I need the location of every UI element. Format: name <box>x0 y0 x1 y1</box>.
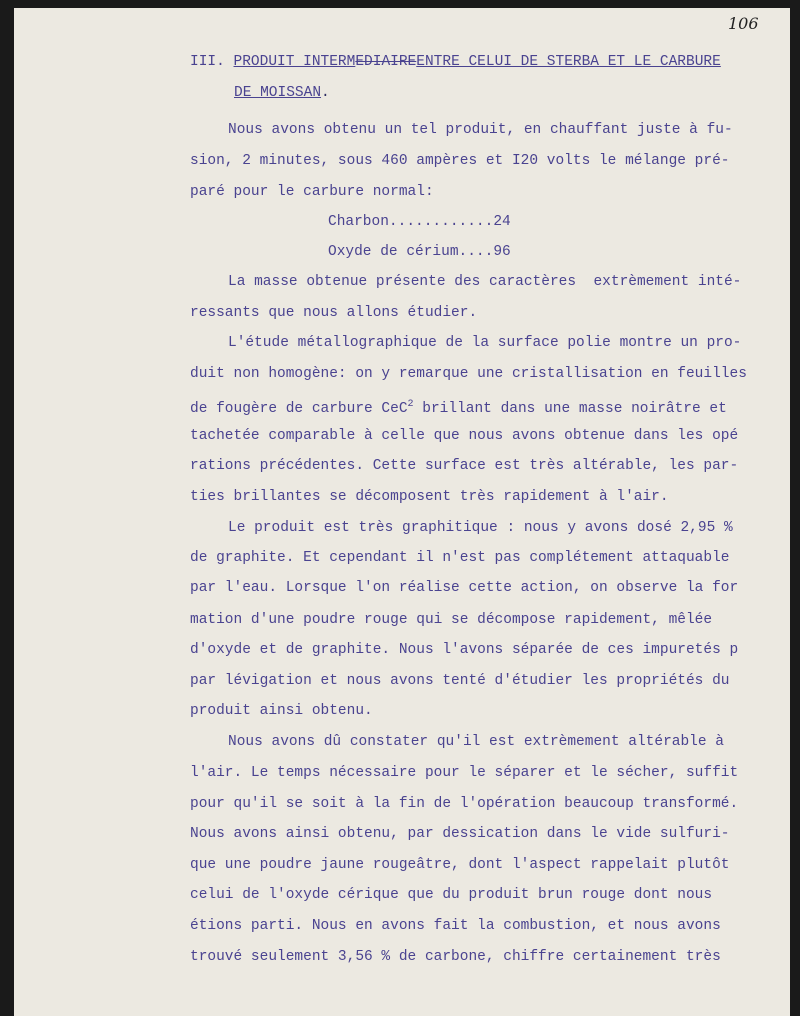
text-line-10: ties brillantes se décomposent très rapidement à l'air. <box>190 489 669 505</box>
heading-numeral: III. <box>190 54 234 70</box>
text-line-13: par l'eau. Lorsque l'on réalise cette action, on observe la for <box>190 580 739 596</box>
text-line-11: Le produit est très graphitique : nous y avons dosé 2,95 % <box>228 520 733 536</box>
text-line-3: paré pour le carbure normal: <box>190 184 434 200</box>
text-line-20: pour qu'il se soit à la fin de l'opération beaucoup transformé. <box>190 796 739 812</box>
formula-superscript: 2 <box>407 399 414 410</box>
text-line-7: duit non homogène: on y remarque une cristallisation en feuilles <box>190 366 747 382</box>
text-line-8: tachetée comparable à celle que nous avons obtenue dans les opé <box>190 428 739 444</box>
recipe-line-2: Oxyde de cérium....96 <box>328 244 511 260</box>
text-line-17: produit ainsi obtenu. <box>190 703 373 719</box>
text-line-2: sion, 2 minutes, sous 460 ampères et I20 volts le mélange pré- <box>190 153 730 169</box>
text-line-5: ressants que nous allons étudier. <box>190 305 478 321</box>
text-line-24: étions parti. Nous en avons fait la combustion, et nous avons <box>190 918 721 934</box>
text-line-19: l'air. Le temps nécessaire pour le séparer et le sécher, suffit <box>190 765 739 781</box>
text-line-16: par lévigation et nous avons tenté d'étudier les propriétés du <box>190 673 730 689</box>
text-line-23: celui de l'oxyde cérique que du produit brun rouge dont nous <box>190 887 713 903</box>
text-line-14: mation d'une poudre rouge qui se décompose rapidement, mêlée <box>190 612 713 628</box>
text-line-12: de graphite. Et cependant il n'est pas complétement attaquable <box>190 550 730 566</box>
formula-before: de fougère de carbure CeC <box>190 400 408 417</box>
text-line-1: Nous avons obtenu un tel produit, en chauffant juste à fu- <box>228 122 733 138</box>
section-heading-line-2 <box>234 84 330 102</box>
paper-sheet <box>14 8 790 1016</box>
typed-text <box>14 8 790 1016</box>
heading-part5: . <box>321 85 330 101</box>
recipe-line-1: Charbon............24 <box>328 214 511 230</box>
text-line-15: d'oxyde et de graphite. Nous l'avons séparée de ces impuretés p <box>190 642 739 658</box>
heading-part3: ENTRE CELUI DE STERBA ET LE CARBURE <box>416 54 721 70</box>
heading-part4: DE MOISSAN <box>234 85 322 101</box>
text-line-22: que une poudre jaune rougeâtre, dont l'aspect rappelait plutôt <box>190 857 730 873</box>
section-heading-line-1 <box>190 53 721 71</box>
text-line-9: rations précédentes. Cette surface est très altérable, les par- <box>190 458 739 474</box>
text-line-21: Nous avons ainsi obtenu, par dessication dans le vide sulfuri- <box>190 826 730 842</box>
text-line-18: Nous avons dû constater qu'il est extrèmement altérable à <box>228 734 724 750</box>
heading-part2-struck: EDIAIRE <box>355 54 417 70</box>
text-line-6: L'étude métallographique de la surface polie montre un pro- <box>228 335 742 351</box>
text-line-4: La masse obtenue présente des caractères extrèmement inté- <box>228 274 742 290</box>
formula-after: brillant dans une masse noirâtre et <box>413 400 727 417</box>
heading-part1: PRODUIT INTERM <box>233 54 356 70</box>
text-line-formula <box>190 396 727 418</box>
page-number: 106 <box>728 14 759 33</box>
text-line-25: trouvé seulement 3,56 % de carbone, chiffre certainement très <box>190 949 721 965</box>
